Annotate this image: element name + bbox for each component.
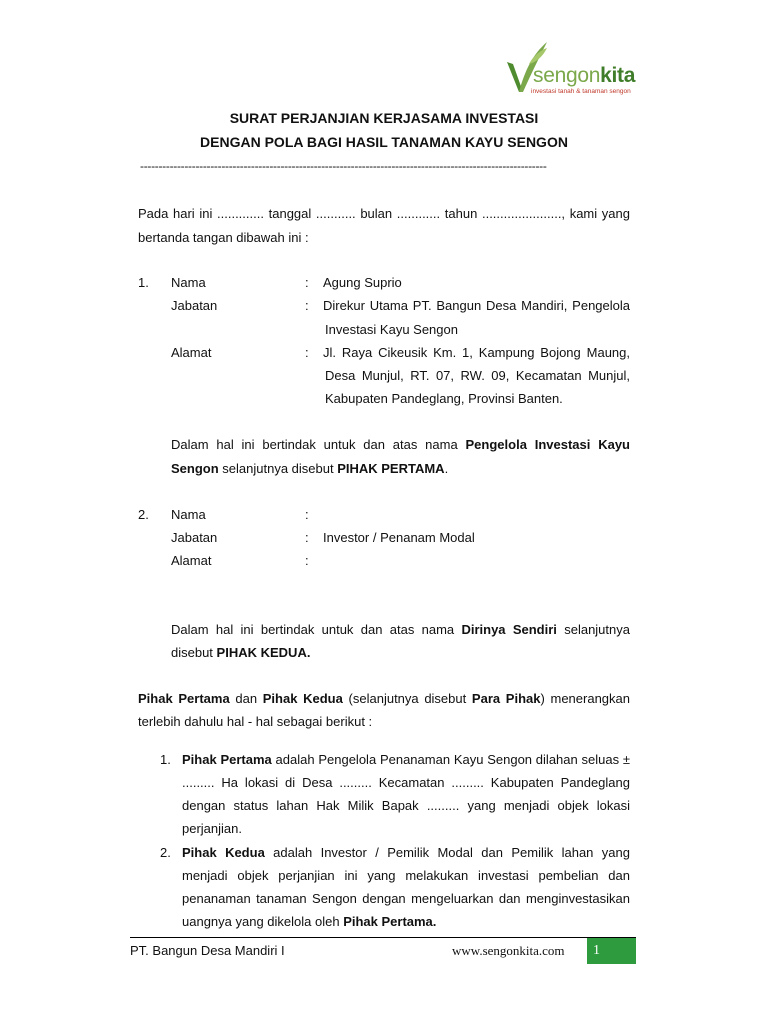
item-2-line-1: Pihak Kedua adalah Investor / Pemilik Modal dan Pemilik lahan yang (182, 845, 630, 860)
page-number-badge (587, 938, 636, 964)
parties-paragraph-line-2: terlebih dahulu hal - hal sebagai berikut : (138, 714, 373, 729)
party2-job-value: Investor / Penanam Modal (323, 530, 475, 545)
parties-paragraph-line-1: Pihak Pertama dan Pihak Kedua (selanjutnya disebut Para Pihak) menerangkan (138, 691, 630, 706)
separator-dashes: -------------------------------------------------------------------------------------------------------------- (140, 159, 547, 173)
item-1-line-2: ......... Ha lokasi di Desa ......... Kecamatan ......... Kabupaten Pandeglang (182, 775, 630, 790)
party1-acting-line-2: Sengon selanjutnya disebut PIHAK PERTAMA. (171, 461, 449, 476)
party2-acting-line-2: disebut PIHAK KEDUA. (171, 645, 311, 660)
party1-address-value-3: Kabupaten Pandeglang, Provinsi Banten. (325, 391, 563, 406)
intro-line-1: Pada hari ini ............. tanggal ........... bulan ............ tahun ......................, kami yang (138, 206, 630, 221)
page-number: 1 (593, 943, 600, 958)
title-line-1: SURAT PERJANJIAN KERJASAMA INVESTASI (229, 110, 539, 126)
party1-name-colon: : (305, 275, 309, 290)
item-1-line-1: Pihak Pertama adalah Pengelola Penanaman Kayu Sengon dilahan seluas ± (182, 752, 630, 767)
footer-rule (130, 937, 636, 938)
party1-acting-line-1: Dalam hal ini bertindak untuk dan atas nama Pengelola Investasi Kayu (171, 437, 630, 452)
party2-number: 2. (138, 507, 149, 522)
item-2-line-3: penanaman tanaman Sengon dengan mengeluarkan dan menginvestasikan (182, 891, 630, 906)
party1-address-value-2: Desa Munjul, RT. 07, RW. 09, Kecamatan Munjul, (325, 368, 630, 383)
party2-job-label: Jabatan (171, 530, 218, 545)
title-line-2: DENGAN POLA BAGI HASIL TANAMAN KAYU SENGON (200, 134, 568, 150)
footer-company: PT. Bangun Desa Mandiri I (130, 943, 285, 958)
item-2-number: 2. (160, 845, 171, 860)
intro-line-2: bertanda tangan dibawah ini : (138, 230, 309, 245)
party2-address-label: Alamat (171, 553, 212, 568)
sengonkita-logo (503, 40, 643, 100)
party1-name-value: Agung Suprio (323, 275, 402, 290)
item-1-line-3: dengan status lahan Hak Milik Bapak ......... yang menjadi objek lokasi (182, 798, 630, 813)
party2-name-label: Nama (171, 507, 206, 522)
party1-address-colon: : (305, 345, 309, 360)
party1-job-value-1: Direkur Utama PT. Bangun Desa Mandiri, Pengelola (323, 298, 630, 313)
party1-job-label: Jabatan (171, 298, 218, 313)
party2-address-colon: : (305, 553, 309, 568)
party1-job-value-2: Investasi Kayu Sengon (325, 322, 458, 337)
item-2-line-4: uangnya yang dikelola oleh Pihak Pertama. (182, 914, 437, 929)
party2-acting-line-1: Dalam hal ini bertindak untuk dan atas nama Dirinya Sendiri selanjutnya (171, 622, 630, 637)
item-1-line-4: perjanjian. (182, 821, 242, 836)
logo-tagline: investasi tanah & tanaman sengon (531, 88, 631, 95)
item-1-number: 1. (160, 752, 171, 767)
party1-address-label: Alamat (171, 345, 212, 360)
item-2-line-2: menjadi objek perjanjian ini yang melakukan investasi pembelian dan (182, 868, 630, 883)
party1-name-label: Nama (171, 275, 206, 290)
party2-name-colon: : (305, 507, 309, 522)
party2-job-colon: : (305, 530, 309, 545)
footer-website-link[interactable]: www.sengonkita.com (452, 943, 565, 958)
party1-number: 1. (138, 275, 149, 290)
party1-address-value-1: Jl. Raya Cikeusik Km. 1, Kampung Bojong Maung, (323, 345, 630, 360)
logo-wordmark: sengonkita (533, 64, 636, 87)
party1-job-colon: : (305, 298, 309, 313)
